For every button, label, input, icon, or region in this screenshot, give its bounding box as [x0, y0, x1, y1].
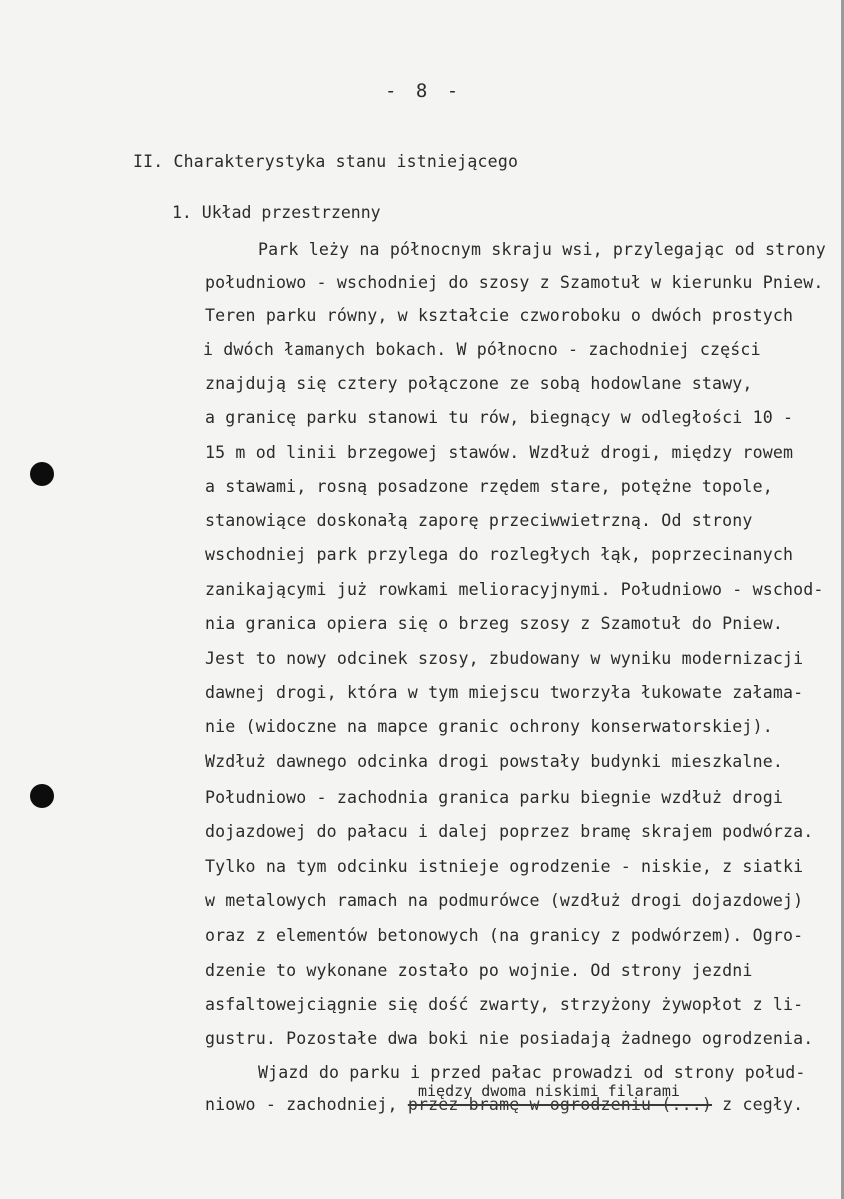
text-line: znajdują się cztery połączone ze sobą hodowlane stawy,: [205, 374, 753, 393]
text-line: Park leży na północnym skraju wsi, przylegając od strony: [258, 240, 826, 259]
text-line: wschodniej park przylega do rozległych łąk, poprzecinanych: [205, 545, 794, 564]
line-start: niowo - zachodniej,: [205, 1095, 398, 1114]
text-line: dojazdowej do pałacu i dalej poprzez bramę skrajem podwórza.: [205, 822, 814, 841]
text-line: oraz z elementów betonowych (na granicy z podwórzem). Ogro-: [205, 926, 804, 945]
text-line: nie (widoczne na mapce granic ochrony konserwatorskiej).: [205, 717, 773, 736]
text-line: południowo - wschodniej do szosy z Szamotuł w kierunku Pniew.: [205, 273, 824, 292]
text-line: [205, 1095, 803, 1114]
text-line: asfaltowejciągnie się dość zwarty, strzyżony żywopłot z li-: [205, 995, 804, 1014]
text-line: zanikającymi już rowkami melioracyjnymi. Południowo - wschod-: [205, 580, 824, 599]
text-line: i dwóch łamanych bokach. W północno - zachodniej części: [203, 340, 761, 359]
text-line: Jest to nowy odcinek szosy, zbudowany w wyniku modernizacji: [205, 649, 804, 668]
handwritten-insertion: między dwoma niskimi filarami: [418, 1082, 680, 1100]
punch-hole-top: [30, 462, 54, 486]
text-line: Wjazd do parku i przed pałac prowadzi od strony połud-: [258, 1063, 806, 1082]
text-line: 15 m od linii brzegowej stawów. Wzdłuż drogi, między rowem: [205, 443, 794, 462]
text-line: dzenie to wykonane zostało po wojnie. Od strony jezdni: [205, 961, 753, 980]
line-end: z cegły.: [722, 1095, 804, 1114]
text-line: Tylko na tym odcinku istnieje ogrodzenie - niskie, z siatki: [205, 857, 804, 876]
text-line: stanowiące doskonałą zaporę przeciwwietrzną. Od strony: [205, 511, 753, 530]
page-number: - 8 -: [385, 80, 463, 102]
subheading: 1. Układ przestrzenny: [172, 203, 381, 222]
text-line: nia granica opiera się o brzeg szosy z Szamotuł do Pniew.: [205, 614, 783, 633]
text-line: Południowo - zachodnia granica parku biegnie wzdłuż drogi: [205, 788, 783, 807]
text-line: a stawami, rosną posadzone rzędem stare, potężne topole,: [205, 477, 773, 496]
punch-hole-bottom: [30, 784, 54, 808]
struck-out-text: przez bramę w ogrodzeniu (...): [407, 1095, 713, 1114]
text-line: Teren parku równy, w kształcie czworoboku o dwóch prostych: [205, 306, 794, 325]
text-line: w metalowych ramach na podmurówce (wzdłuż drogi dojazdowej): [205, 891, 804, 910]
text-line: dawnej drogi, która w tym miejscu tworzyła łukowate załama-: [205, 683, 804, 702]
text-line: Wzdłuż dawnego odcinka drogi powstały budynki mieszkalne.: [205, 752, 783, 771]
text-line: gustru. Pozostałe dwa boki nie posiadają żadnego ogrodzenia.: [205, 1029, 814, 1048]
section-heading: II. Charakterystyka stanu istniejącego: [133, 152, 519, 171]
text-line: a granicę parku stanowi tu rów, biegnący w odległości 10 -: [205, 408, 794, 427]
